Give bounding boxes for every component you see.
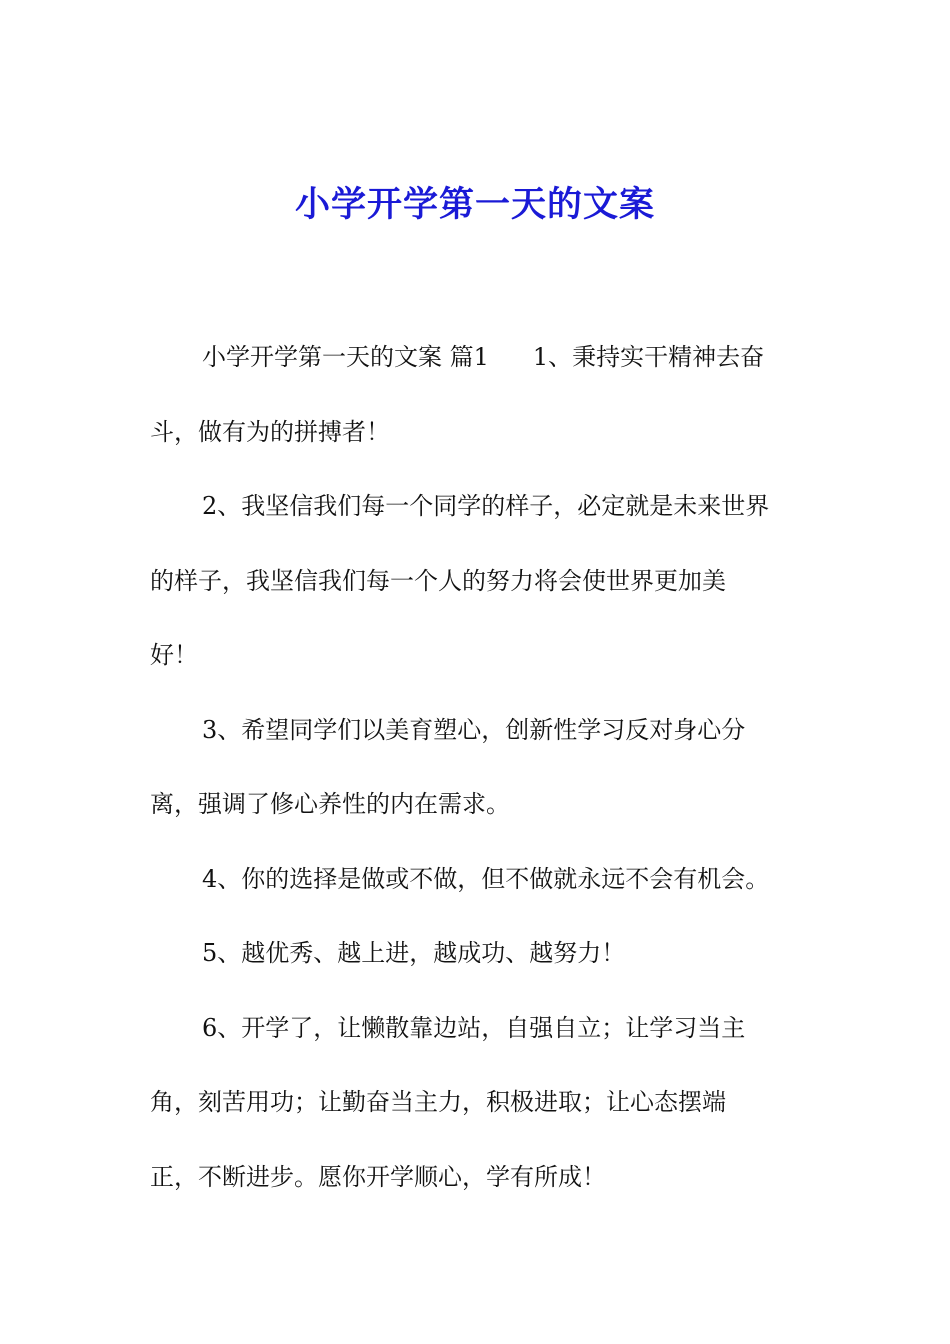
paragraph-text: 1、秉持实干精神去奋	[532, 343, 765, 371]
section-heading: 小学开学第一天的文案 篇1	[202, 343, 489, 371]
paragraph-line: 5、越优秀、越上进，越成功、越努力！	[202, 939, 626, 967]
paragraph-line: 斗，做有为的拼搏者！	[150, 417, 390, 446]
paragraph-line: 的样子，我坚信我们每一个人的努力将会使世界更加美	[150, 566, 726, 595]
paragraph-line: 角，刻苦用功；让勤奋当主力，积极进取；让心态摆端	[150, 1088, 726, 1116]
paragraph-line: 4、你的选择是做或不做，但不做就永远不会有机会。	[202, 864, 770, 893]
paragraph-line: 2、我坚信我们每一个同学的样子，必定就是未来世界	[202, 492, 770, 520]
document-title: 小学开学第一天的文案	[294, 184, 655, 225]
paragraph-line: 离，强调了修心养性的内在需求。	[150, 790, 510, 818]
paragraph-line	[150, 320, 815, 395]
paragraph-line: 3、希望同学们以美育塑心，创新性学习反对身心分	[202, 715, 746, 744]
paragraph-line: 好！	[150, 641, 198, 669]
paragraph-line: 正，不断进步。愿你开学顺心，学有所成！	[150, 1162, 606, 1191]
document-body	[150, 320, 815, 1214]
paragraph-line: 6、开学了，让懒散靠边站，自强自立；让学习当主	[202, 1013, 746, 1042]
